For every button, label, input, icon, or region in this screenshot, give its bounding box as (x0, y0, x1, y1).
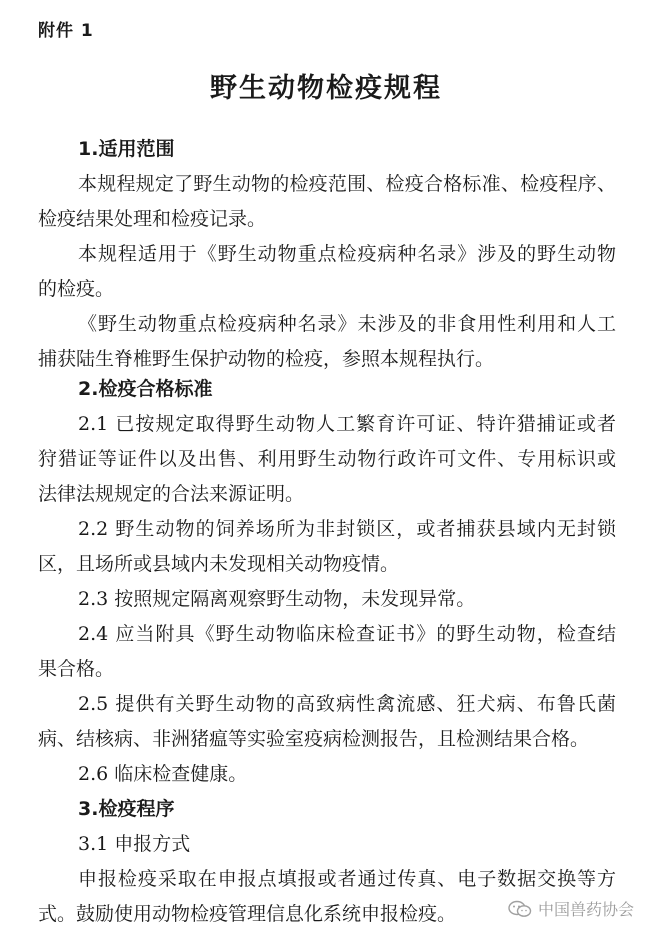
paragraph-2-2: 2.2 野生动物的饲养场所为非封锁区，或者捕获县域内无封锁 区，且场所或县域内未发现相关动物疫情。 (38, 518, 616, 575)
paragraph-2-6: 2.6 临床检查健康。 (78, 763, 248, 785)
watermark (508, 897, 634, 920)
section-2-heading: 2.检疫合格标准 (78, 378, 213, 400)
document-title: 野生动物检疫规程 (210, 73, 442, 104)
watermark-text: 中国兽药协会 (537, 900, 634, 919)
attachment-label: 附件 1 (38, 21, 94, 41)
paragraph-1-1: 本规程规定了野生动物的检疫范围、检疫合格标准、检疫程序、 检疫结果处理和检疫记录。 (38, 173, 616, 230)
paragraph-3-1: 申报检疫采取在申报点填报或者通过传真、电子数据交换等方 式。鼓励使用动物检疫管理信息化系统申报检疫。 (38, 868, 616, 925)
section-1-heading: 1.适用范围 (78, 138, 175, 160)
wechat-icon (508, 900, 532, 918)
paragraph-2-1: 2.1 已按规定取得野生动物人工繁育许可证、特许猎捕证或者 狩猎证等证件以及出售、利用野生动物行政许可文件、专用标识或 法律法规规定的合法来源证明。 (38, 413, 616, 505)
paragraph-1-2: 本规程适用于《野生动物重点检疫病种名录》涉及的野生动物 的检疫。 (38, 243, 616, 300)
paragraph-1-3: 《野生动物重点检疫病种名录》未涉及的非食用性利用和人工 捕获陆生脊椎野生保护动物的检疫，参照本规程执行。 (38, 313, 616, 370)
paragraph-2-5: 2.5 提供有关野生动物的高致病性禽流感、狂犬病、布鲁氏菌 病、结核病、非洲猪瘟等实验室疫病检测报告，且检测结果合格。 (38, 693, 616, 750)
paragraph-2-3: 2.3 按照规定隔离观察野生动物，未发现异常。 (78, 588, 476, 610)
paragraph-2-4: 2.4 应当附具《野生动物临床检查证书》的野生动物，检查结 果合格。 (38, 623, 616, 680)
subsection-3-1-heading: 3.1 申报方式 (78, 833, 191, 855)
section-3-heading: 3.检疫程序 (78, 798, 175, 820)
